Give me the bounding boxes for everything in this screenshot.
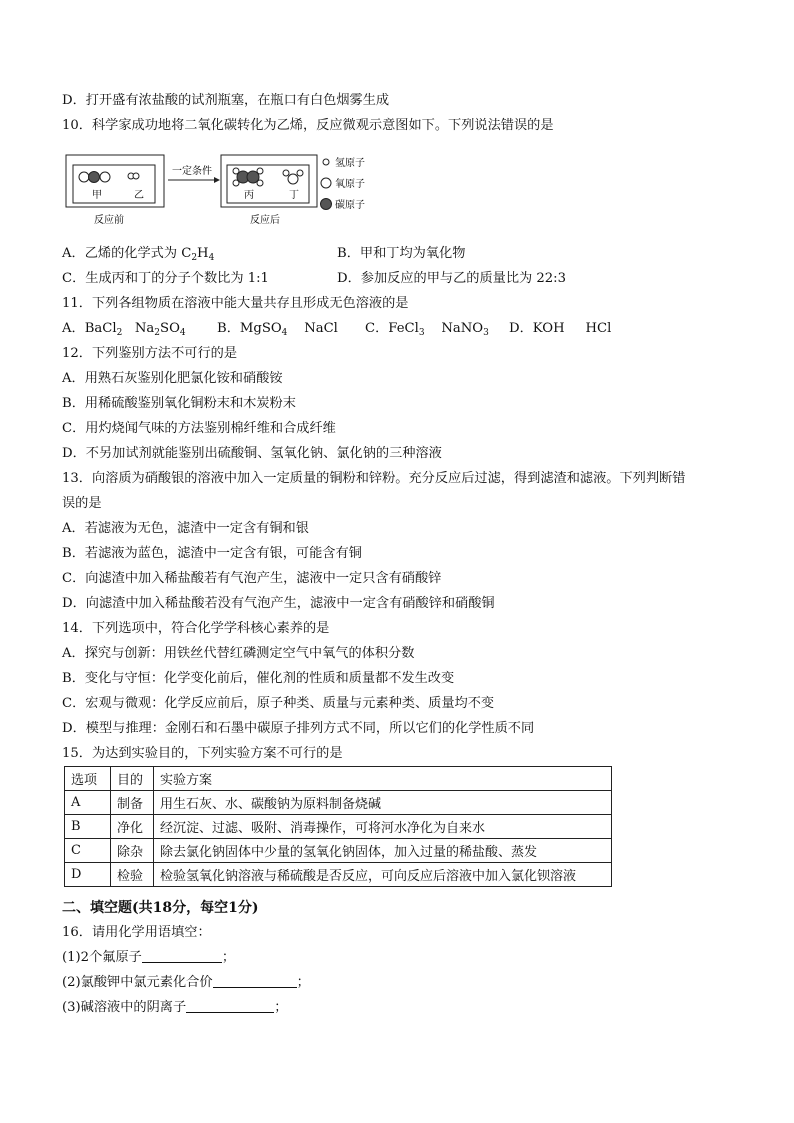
q13-option-c: C．向滤渣中加入稀盐酸若有气泡产生，滤液中一定只含有硝酸锌	[62, 571, 442, 586]
label-bing: 丙	[244, 190, 254, 201]
q9-option-d: D．打开盛有浓盐酸的试剂瓶塞，在瓶口有白色烟雾生成	[62, 93, 390, 108]
h2o-h-atom-1	[283, 170, 289, 176]
q16-part-1: (1)2个氟原子 ；	[62, 950, 236, 965]
legend-hydrogen-icon	[323, 159, 329, 165]
table-cell: 净化	[111, 815, 154, 839]
table-header-plan: 实验方案	[154, 767, 612, 791]
q14-option-c: C．宏观与微观：化学反应前后，原子种类、质量与元素种类、质量均不变	[62, 696, 495, 711]
table-header-option: 选项	[65, 767, 111, 791]
table-cell: D	[65, 863, 111, 887]
co2-oxygen-atom-2	[100, 172, 110, 182]
label-after: 反应后	[250, 215, 280, 226]
q12-option-c: C．用灼烧闻气味的方法鉴别棉纤维和合成纤维	[62, 421, 336, 436]
table-row	[65, 863, 612, 887]
q10-option-c: C．生成丙和丁的分子个数比为 1:1	[62, 271, 269, 286]
legend-carbon: 碳原子	[335, 200, 365, 211]
q12-option-a: A．用熟石灰鉴别化肥氯化铵和硝酸铵	[62, 371, 283, 386]
c2h4-h-atom-4	[257, 180, 263, 186]
table-cell: A	[65, 791, 111, 815]
answer-blank-2[interactable]	[213, 974, 297, 988]
q11-option-c: C．FeCl$_3$ NaNO$_3$	[365, 321, 489, 338]
legend-hydrogen: 氢原子	[335, 158, 365, 169]
table-cell: B	[65, 815, 111, 839]
h2o-h-atom-2	[297, 170, 303, 176]
h2-atom-2	[133, 173, 139, 179]
table-cell: C	[65, 839, 111, 863]
q10-stem: 10．科学家成功地将二氧化碳转化为乙烯，反应微观示意图如下。下列说法错误的是	[62, 118, 554, 133]
table-header-purpose: 目的	[111, 767, 154, 791]
table-header-row	[65, 767, 612, 791]
table-row	[65, 839, 612, 863]
q16-part-3: (3)碱溶液中的阴离子 ；	[62, 1000, 288, 1015]
reaction-arrow-head	[214, 177, 220, 183]
q11-option-d: D．KOH HCl	[509, 321, 612, 336]
q14-stem: 14．下列选项中，符合化学学科核心素养的是	[62, 621, 330, 636]
q16-part-2: (2)氯酸钾中氯元素化合价 ；	[62, 975, 310, 990]
q10-option-b: B．甲和丁均为氧化物	[337, 246, 466, 261]
legend-carbon-icon	[321, 199, 332, 210]
c2h4-h-atom-3	[257, 168, 263, 174]
table-row	[65, 791, 612, 815]
q11-stem: 11．下列各组物质在溶液中能大量共存且形成无色溶液的是	[62, 296, 409, 311]
label-yi: 乙	[134, 190, 144, 201]
q14-option-d: D．模型与推理：金刚石和石墨中碳原子排列方式不同，所以它们的化学性质不同	[62, 721, 535, 736]
table-cell: 除杂	[111, 839, 154, 863]
q11-option-b: B．MgSO$_4$ NaCl	[217, 321, 338, 338]
table-cell: 制备	[111, 791, 154, 815]
table-cell: 检验	[111, 863, 154, 887]
co2-oxygen-atom-1	[79, 172, 89, 182]
table-cell: 检验氢氧化钠溶液与稀硫酸是否反应，可向反应后溶液中加入氯化钡溶液	[154, 863, 612, 887]
legend-oxygen: 氧原子	[335, 179, 365, 190]
label-before: 反应前	[94, 215, 124, 226]
q10-option-d: D．参加反应的甲与乙的质量比为 22:3	[337, 271, 567, 286]
q14-option-a: A．探究与创新：用铁丝代替红磷测定空气中氧气的体积分数	[62, 646, 415, 661]
q13-stem-line-2: 误的是	[62, 496, 102, 511]
table-cell: 用生石灰、水、碳酸钠为原料制备烧碱	[154, 791, 612, 815]
q10-option-a: A．乙烯的化学式为 $C_2H_4$	[62, 246, 215, 263]
co2-carbon-atom	[89, 172, 100, 183]
condition-label: 一定条件	[172, 166, 212, 177]
q13-option-a: A．若滤液为无色，滤渣中一定含有铜和银	[62, 521, 309, 536]
q12-option-d: D．不另加试剂就能鉴别出硫酸铜、氢氧化钠、氯化钠的三种溶液	[62, 446, 442, 461]
legend-oxygen-icon	[321, 178, 331, 188]
section-2-heading: 二、填空题(共18分，每空1分)	[62, 900, 259, 916]
q12-option-b: B．用稀硫酸鉴别氧化铜粉末和木炭粉末	[62, 396, 296, 411]
answer-blank-3[interactable]	[186, 999, 274, 1013]
label-jia: 甲	[92, 190, 102, 201]
q11-option-a: A．BaCl$_2$ $Na_2SO_4$	[62, 321, 186, 338]
table-cell: 除去氯化钠固体中少量的氢氧化钠固体，加入过量的稀盐酸、蒸发	[154, 839, 612, 863]
table-cell: 经沉淀、过滤、吸附、消毒操作，可将河水净化为自来水	[154, 815, 612, 839]
q16-stem: 16．请用化学用语填空：	[62, 925, 211, 940]
label-ding: 丁	[289, 190, 299, 201]
q15-stem: 15．为达到实验目的，下列实验方案不可行的是	[62, 746, 343, 761]
q14-option-b: B．变化与守恒：化学变化前后，催化剂的性质和质量都不发生改变	[62, 671, 455, 686]
q13-stem-line-1: 13．向溶质为硝酸银的溶液中加入一定质量的铜粉和锌粉。充分反应后过滤，得到滤渣和滤液。下列判断错	[62, 471, 686, 486]
h2o-o-atom	[288, 174, 298, 184]
table-row	[65, 815, 612, 839]
q12-stem: 12．下列鉴别方法不可行的是	[62, 346, 238, 361]
q13-option-b: B．若滤液为蓝色，滤渣中一定含有银，可能含有铜	[62, 546, 362, 561]
answer-blank-1[interactable]	[142, 949, 222, 963]
q15-table	[64, 766, 612, 887]
q13-option-d: D．向滤渣中加入稀盐酸若没有气泡产生，滤液中一定含有硝酸锌和硝酸铜	[62, 596, 495, 611]
reaction-diagram	[64, 152, 384, 232]
